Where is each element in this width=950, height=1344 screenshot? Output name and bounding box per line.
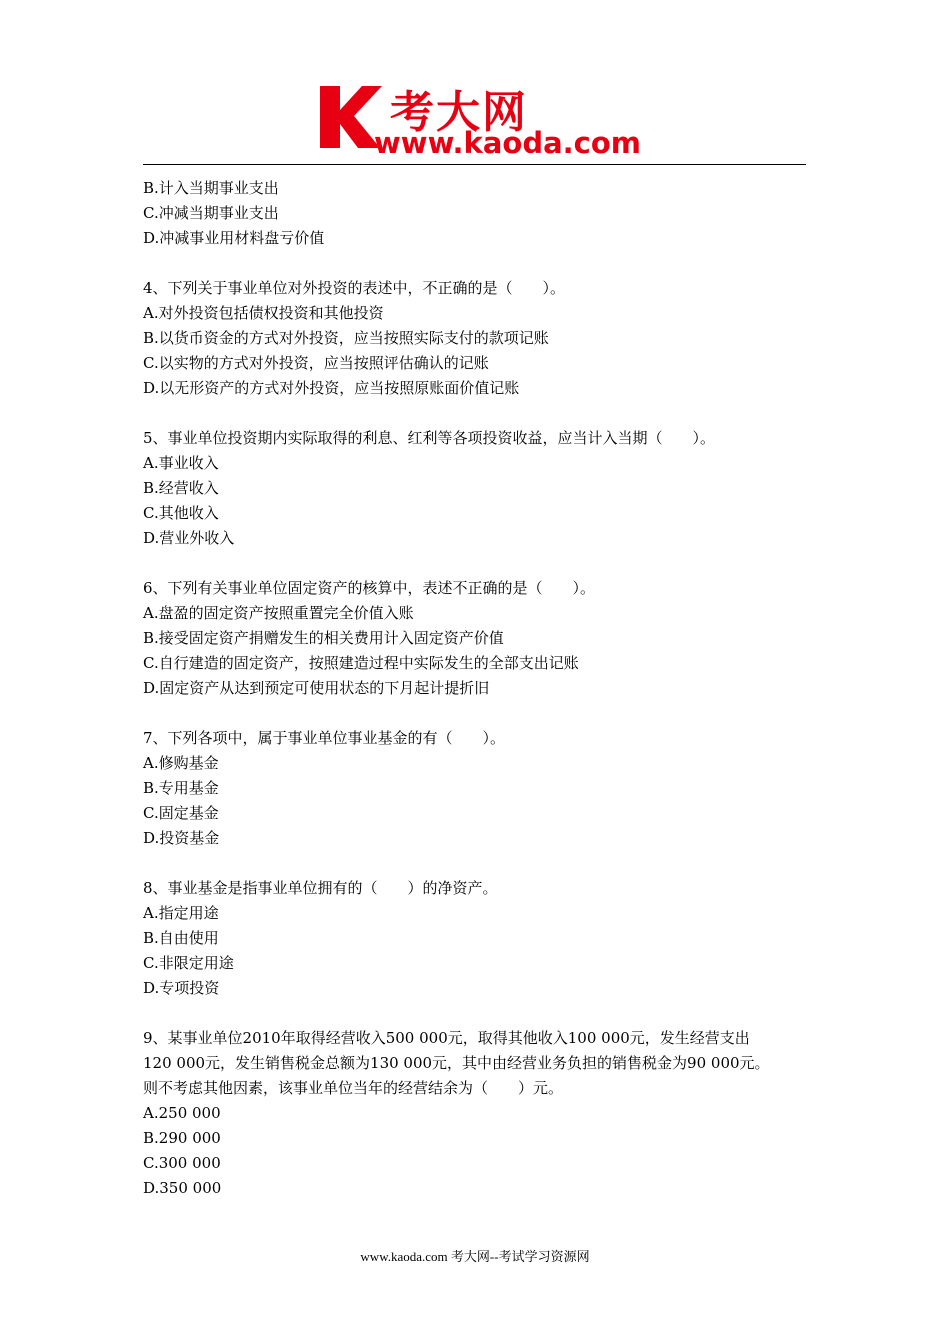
question-stem: 6、下列有关事业单位固定资产的核算中，表述不正确的是（ ）。: [143, 579, 596, 597]
option: A.盘盈的固定资产按照重置完全价值入账: [143, 604, 414, 622]
question-stem-line: 则不考虑其他因素，该事业单位当年的经营结余为（ ）元。: [143, 1079, 564, 1097]
option: B.290 000: [143, 1129, 221, 1147]
k-logo-icon: [318, 84, 382, 150]
question-stem-line: 120 000元，发生销售税金总额为130 000元，其中由经营业务负担的销售税金为90 000元。: [143, 1054, 770, 1072]
option: B.以货币资金的方式对外投资，应当按照实际支付的款项记账: [143, 329, 549, 347]
option: D.350 000: [143, 1179, 222, 1197]
option: C.自行建造的固定资产，按照建造过程中实际发生的全部支出记账: [143, 654, 579, 672]
option: A.修购基金: [143, 754, 219, 772]
page-footer[interactable]: www.kaoda.com 考大网--考试学习资源网: [360, 1249, 590, 1264]
option: D.以无形资产的方式对外投资，应当按照原账面价值记账: [143, 379, 520, 397]
option: C.非限定用途: [143, 954, 234, 972]
question-stem: 4、下列关于事业单位对外投资的表述中，不正确的是（ ）。: [143, 279, 566, 297]
option: B.经营收入: [143, 479, 219, 497]
option: B.计入当期事业支出: [143, 179, 279, 197]
option: D.固定资产从达到预定可使用状态的下月起计提折旧: [143, 679, 490, 697]
option: A.指定用途: [143, 904, 219, 922]
logo-chinese-name: 考大网: [390, 87, 528, 138]
kaoda-logo[interactable]: [318, 80, 648, 162]
option: D.专项投资: [143, 979, 220, 997]
question-stem: 5、事业单位投资期内实际取得的利息、红利等各项投资收益，应当计入当期（ ）。: [143, 429, 716, 447]
option: B.自由使用: [143, 929, 219, 947]
page-header: [0, 70, 950, 170]
question-stem-line: 9、某事业单位2010年取得经营收入500 000元，取得其他收入100 000元，发生经营支出: [143, 1029, 750, 1047]
option: A.250 000: [143, 1104, 221, 1122]
option: A.对外投资包括债权投资和其他投资: [143, 304, 384, 322]
option: C.以实物的方式对外投资，应当按照评估确认的记账: [143, 354, 489, 372]
option: D.营业外收入: [143, 529, 235, 547]
option: B.专用基金: [143, 779, 219, 797]
option: C.冲减当期事业支出: [143, 204, 279, 222]
option: A.事业收入: [143, 454, 219, 472]
option: D.冲减事业用材料盘亏价值: [143, 229, 325, 247]
option: C.300 000: [143, 1154, 221, 1172]
question-stem: 7、下列各项中，属于事业单位事业基金的有（ ）。: [143, 729, 506, 747]
question-stem: 8、事业基金是指事业单位拥有的（ ）的净资产。: [143, 879, 498, 897]
option: B.接受固定资产捐赠发生的相关费用计入固定资产价值: [143, 629, 504, 647]
question-content: [143, 176, 823, 1201]
logo-url: www.kaoda.com: [374, 126, 641, 160]
option: D.投资基金: [143, 829, 220, 847]
option: C.其他收入: [143, 504, 219, 522]
option: C.固定基金: [143, 804, 219, 822]
header-divider: [143, 164, 806, 165]
